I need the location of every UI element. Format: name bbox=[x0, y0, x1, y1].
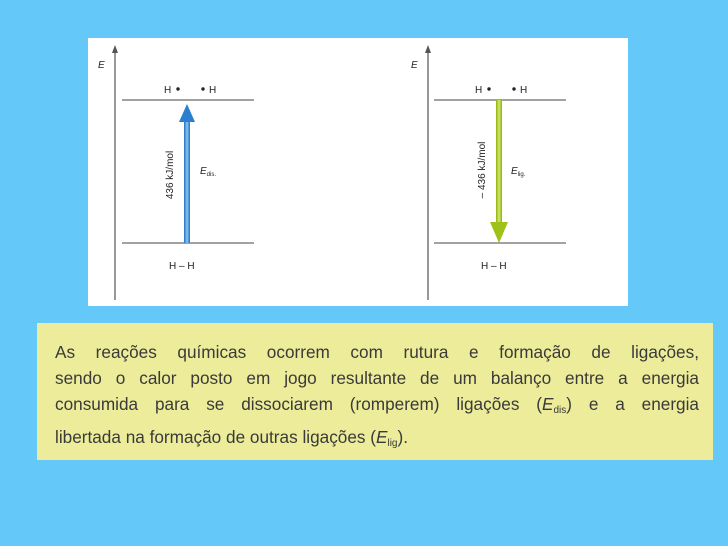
right-diagram bbox=[411, 45, 566, 300]
caption-subscript-dis: dis bbox=[553, 405, 567, 416]
right-arrow-label: $E_{lig.}$ bbox=[511, 166, 526, 178]
right-arrow-head bbox=[490, 222, 508, 243]
right-top-atom-h1: H bbox=[475, 85, 483, 96]
left-arrow-label: $E_{dis.}$ bbox=[200, 166, 217, 178]
energy-diagrams-svg bbox=[88, 38, 628, 306]
left-axis-label: E bbox=[98, 60, 105, 71]
right-energy-value: – 436 kJ/mol bbox=[477, 141, 488, 199]
left-radical-dot-2 bbox=[201, 87, 204, 90]
caption-line-4-end: ). bbox=[397, 427, 408, 447]
caption-line-3-end: ) e a energia bbox=[566, 394, 699, 414]
right-radical-dot-1 bbox=[487, 87, 490, 90]
left-arrow-shaft bbox=[184, 120, 190, 243]
caption-subscript-lig: lig bbox=[387, 438, 398, 449]
caption-line-3-text: consumida para se dissociarem (romperem) ligações ( bbox=[55, 394, 542, 414]
left-bottom-molecule: H – H bbox=[169, 261, 195, 272]
caption-line-4 bbox=[55, 424, 699, 457]
left-top-atom-h2: H bbox=[209, 85, 217, 96]
caption-line-3 bbox=[55, 391, 699, 424]
left-energy-value: 436 kJ/mol bbox=[165, 150, 176, 200]
energy-diagram-figure bbox=[88, 38, 628, 306]
caption-variable-e-lig: E bbox=[376, 427, 388, 447]
right-axis-label: E bbox=[411, 60, 418, 71]
caption-box bbox=[37, 323, 713, 460]
caption-line-2: sendo o calor posto em jogo resultante de um balanço entre a energia bbox=[55, 368, 699, 388]
caption-variable-e-dis: E bbox=[542, 394, 554, 414]
left-diagram bbox=[98, 45, 254, 300]
caption-line-4-text: libertada na formação de outras ligações ( bbox=[55, 427, 377, 447]
right-top-atom-h2: H bbox=[520, 85, 528, 96]
left-radical-dot-1 bbox=[176, 87, 179, 90]
right-axis-arrowhead bbox=[425, 45, 431, 53]
right-bottom-molecule: H – H bbox=[481, 261, 507, 272]
left-top-atom-h1: H bbox=[164, 85, 172, 96]
right-radical-dot-2 bbox=[512, 87, 515, 90]
left-arrow-head bbox=[179, 104, 195, 122]
left-axis-arrowhead bbox=[112, 45, 118, 53]
caption-line-1: As reações químicas ocorrem com rutura e formação de ligações, bbox=[55, 342, 699, 362]
right-arrow-shaft bbox=[496, 100, 502, 224]
